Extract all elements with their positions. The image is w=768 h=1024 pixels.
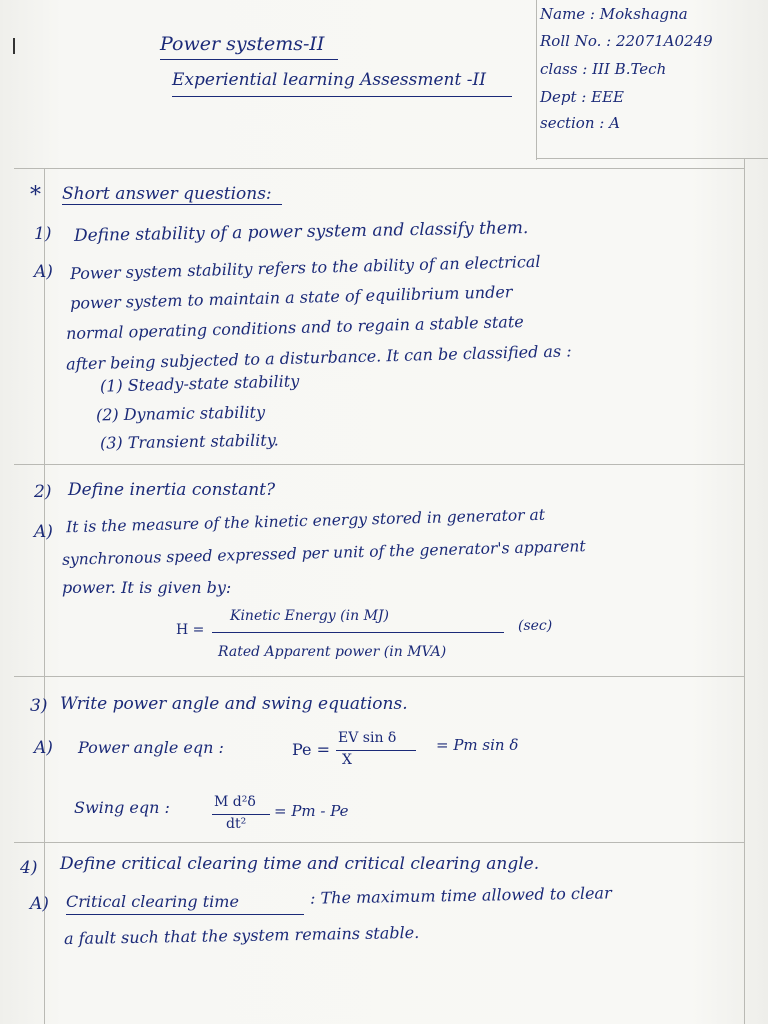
swing-denominator: dt² (226, 816, 247, 832)
q2-answer-line-1: It is the measure of the kinetic energy stored in generator at (65, 505, 546, 537)
subtitle-underline (172, 96, 512, 97)
q2-answer-marker: A) (34, 522, 53, 542)
q2-question: Define inertia constant? (68, 480, 276, 500)
q1-answer-line-3: normal operating conditions and to regain a stable state (65, 312, 524, 343)
divider-q2-q3 (14, 676, 744, 677)
header-divider-vertical (536, 0, 537, 160)
q2-answer-line-3: power. It is given by: (62, 578, 232, 597)
q2-answer-line-2: synchronous speed expressed per unit of the generator's apparent (61, 537, 586, 569)
q1-answer-line-2: power system to maintain a state of equilibrium under (69, 282, 513, 313)
q1-list-item-2: (2) Dynamic stability (95, 402, 266, 425)
q1-answer-line-4: after being subjected to a disturbance. It can be classified as : (65, 341, 572, 374)
swing-fraction-bar (212, 814, 270, 815)
binding-mark (13, 38, 15, 54)
q4-answer-marker: A) (30, 894, 49, 914)
formula-lhs: H = (176, 622, 205, 638)
q1-answer-marker: A) (34, 262, 53, 282)
power-angle-lhs: Pe = (292, 740, 331, 759)
student-name: Name : Mokshagna (540, 5, 688, 23)
power-angle-numerator: EV sin δ (338, 730, 397, 746)
power-angle-label: Power angle eqn : (78, 738, 224, 757)
page-subtitle: Experiential learning Assessment -II (172, 70, 486, 90)
q3-answer-marker: A) (34, 738, 53, 758)
swing-numerator: M d²δ (214, 794, 256, 810)
swing-rhs: = Pm - Pe (274, 802, 349, 820)
q4-answer-line-2: a fault such that the system remains stable. (63, 922, 420, 949)
header-divider-horizontal-right (536, 158, 768, 159)
student-class: class : III B.Tech (540, 60, 667, 78)
formula-fraction-bar (212, 632, 504, 633)
power-angle-denominator: X (342, 752, 352, 768)
q3-question: Write power angle and swing equations. (60, 694, 408, 714)
section-heading: Short answer questions: (62, 184, 272, 204)
divider-q3-q4 (14, 842, 744, 843)
q3-number: 3) (30, 696, 48, 716)
q4-term: Critical clearing time (66, 892, 239, 911)
q1-answer-line-1: Power system stability refers to the ability of an electrical (69, 251, 541, 284)
q4-number: 4) (20, 858, 38, 878)
formula-denominator: Rated Apparent power (in MVA) (218, 644, 447, 660)
q2-number: 2) (34, 482, 52, 502)
q1-list-item-3: (3) Transient stability. (99, 430, 279, 453)
student-dept: Dept : EEE (540, 88, 624, 106)
student-roll: Roll No. : 22071A0249 (540, 32, 713, 50)
swing-label: Swing eqn : (74, 798, 170, 817)
page-title: Power systems-II (160, 33, 325, 55)
q1-question: Define stability of a power system and classify them. (73, 218, 529, 246)
right-margin-rule (744, 158, 745, 1024)
formula-numerator: Kinetic Energy (in MJ) (230, 608, 389, 624)
title-underline (160, 59, 338, 60)
q4-answer-line-1: : The maximum time allowed to clear (309, 883, 612, 908)
header-bottom-rule (14, 168, 744, 169)
formula-unit: (sec) (518, 618, 553, 634)
section-heading-underline (62, 204, 282, 205)
q4-question: Define critical clearing time and critical clearing angle. (60, 854, 540, 874)
divider-q1-q2 (14, 464, 744, 465)
star-marker: * (30, 183, 41, 208)
q4-term-underline (66, 914, 304, 915)
q1-number: 1) (34, 224, 52, 244)
student-section: section : A (540, 114, 620, 132)
power-angle-rhs: = Pm sin δ (436, 736, 519, 754)
q1-list-item-1: (1) Steady-state stability (99, 371, 300, 396)
power-angle-fraction-bar (336, 750, 416, 751)
